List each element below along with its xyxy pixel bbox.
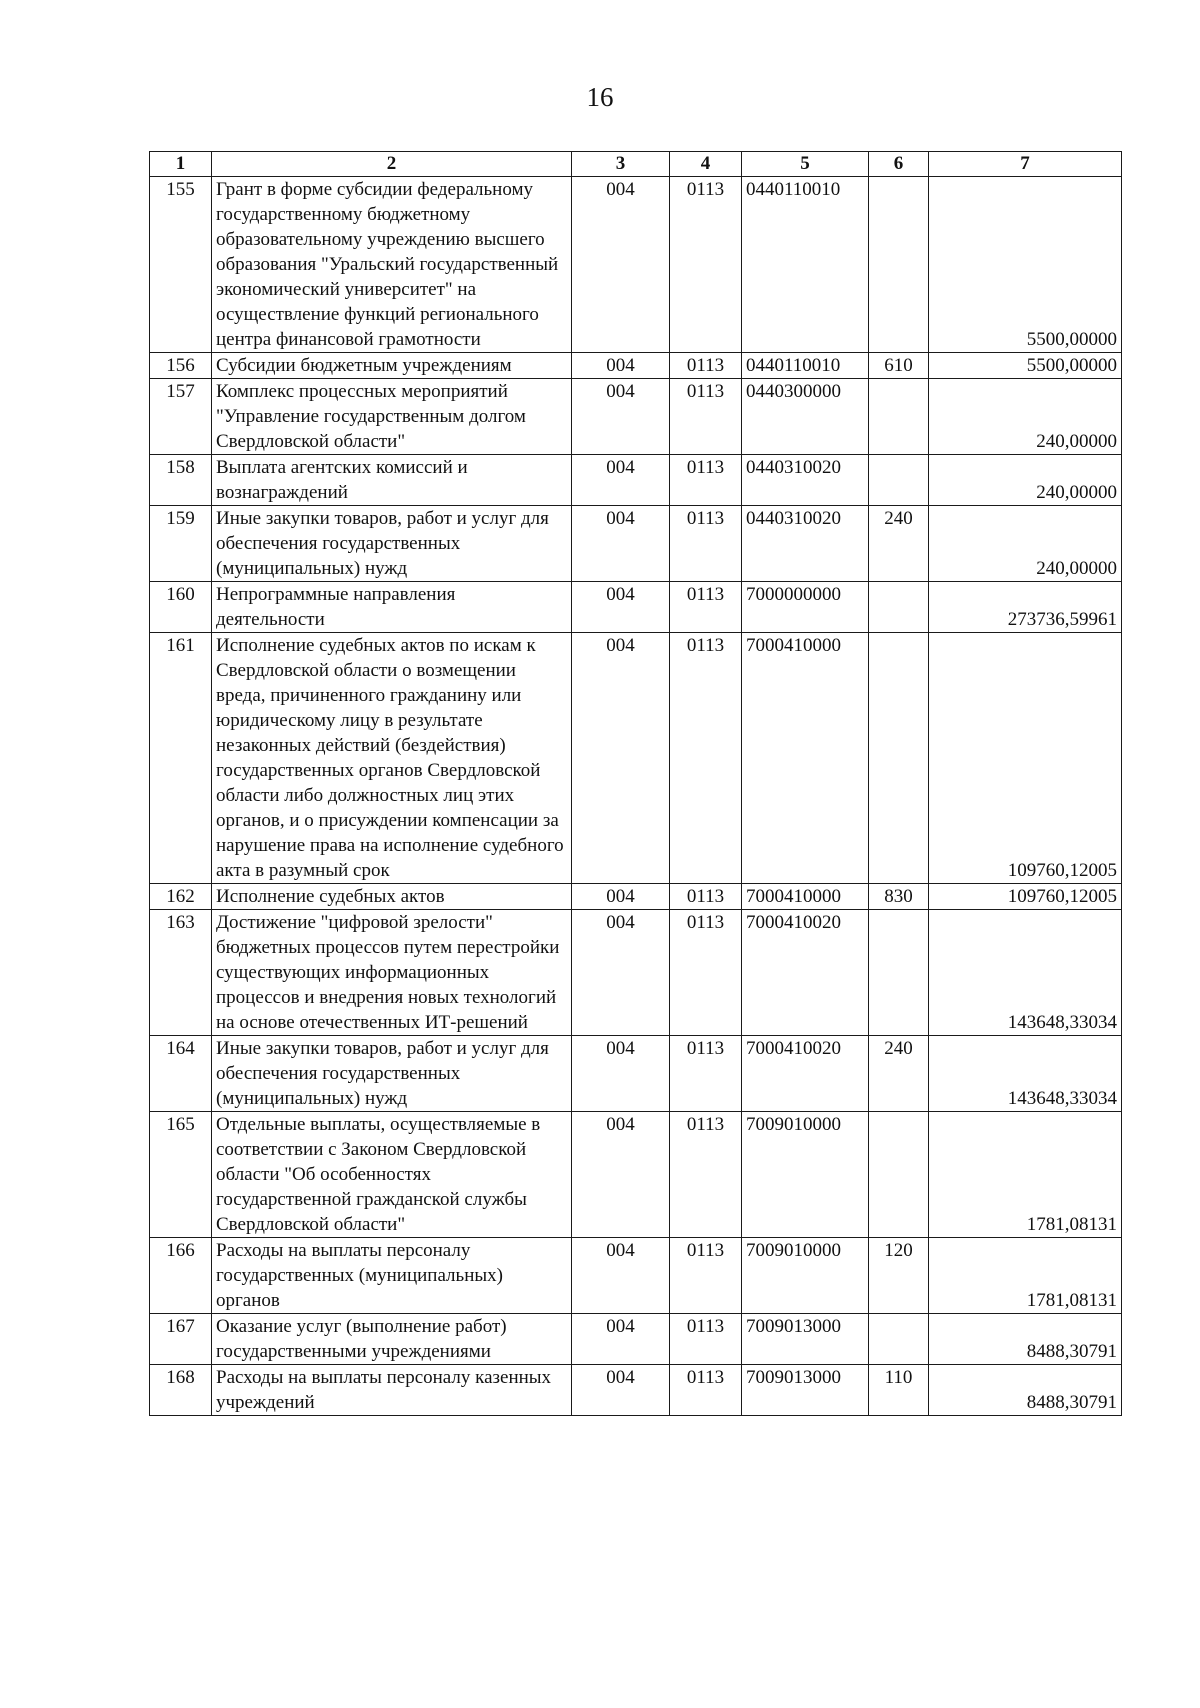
- header-col-2: 2: [212, 152, 572, 177]
- row-code-3: 004: [572, 1365, 670, 1416]
- table-row: [150, 1238, 1122, 1314]
- row-code-3: 004: [572, 1314, 670, 1365]
- row-name: Непрограммные направления деятельности: [212, 582, 572, 633]
- row-code-6: [869, 633, 929, 884]
- row-code-3: 004: [572, 1238, 670, 1314]
- table-row: [150, 633, 1122, 884]
- header-col-3: 3: [572, 152, 670, 177]
- table-row: [150, 884, 1122, 910]
- row-code-4: 0113: [670, 1036, 742, 1112]
- row-amount: 143648,33034: [929, 910, 1122, 1036]
- row-code-5: 7009013000: [742, 1314, 869, 1365]
- row-amount: 273736,59961: [929, 582, 1122, 633]
- row-amount: 8488,30791: [929, 1365, 1122, 1416]
- row-code-4: 0113: [670, 910, 742, 1036]
- row-code-3: 004: [572, 1036, 670, 1112]
- row-code-6: [869, 379, 929, 455]
- row-code-4: 0113: [670, 1238, 742, 1314]
- row-amount: 143648,33034: [929, 1036, 1122, 1112]
- row-code-5: 7009010000: [742, 1112, 869, 1238]
- table-row: [150, 177, 1122, 353]
- row-code-4: 0113: [670, 1365, 742, 1416]
- row-code-5: 7000410020: [742, 910, 869, 1036]
- row-code-3: 004: [572, 455, 670, 506]
- row-amount: 240,00000: [929, 379, 1122, 455]
- row-name: Расходы на выплаты персоналу казенных учреждений: [212, 1365, 572, 1416]
- row-code-6: 110: [869, 1365, 929, 1416]
- row-code-5: 7000410000: [742, 884, 869, 910]
- row-number: 155: [150, 177, 212, 353]
- row-code-4: 0113: [670, 633, 742, 884]
- row-number: 160: [150, 582, 212, 633]
- row-amount: 8488,30791: [929, 1314, 1122, 1365]
- row-code-5: 7000410000: [742, 633, 869, 884]
- row-code-6: 120: [869, 1238, 929, 1314]
- row-name: Субсидии бюджетным учреждениям: [212, 353, 572, 379]
- row-code-6: 610: [869, 353, 929, 379]
- row-number: 168: [150, 1365, 212, 1416]
- row-code-5: 7009013000: [742, 1365, 869, 1416]
- row-number: 157: [150, 379, 212, 455]
- header-col-7: 7: [929, 152, 1122, 177]
- table-row: [150, 1314, 1122, 1365]
- row-code-5: 7000000000: [742, 582, 869, 633]
- row-code-4: 0113: [670, 884, 742, 910]
- table-header-row: [150, 152, 1122, 177]
- row-amount: 109760,12005: [929, 884, 1122, 910]
- row-code-5: 0440110010: [742, 177, 869, 353]
- row-amount: 240,00000: [929, 455, 1122, 506]
- table-row: [150, 353, 1122, 379]
- row-name: Исполнение судебных актов: [212, 884, 572, 910]
- row-code-4: 0113: [670, 582, 742, 633]
- row-number: 156: [150, 353, 212, 379]
- row-name: Оказание услуг (выполнение работ) государственными учреждениями: [212, 1314, 572, 1365]
- row-name: Расходы на выплаты персоналу государственных (муниципальных) органов: [212, 1238, 572, 1314]
- row-code-6: [869, 1112, 929, 1238]
- row-number: 167: [150, 1314, 212, 1365]
- row-number: 165: [150, 1112, 212, 1238]
- row-code-5: 7000410020: [742, 1036, 869, 1112]
- row-code-3: 004: [572, 379, 670, 455]
- row-code-3: 004: [572, 884, 670, 910]
- row-code-6: [869, 582, 929, 633]
- row-code-3: 004: [572, 1112, 670, 1238]
- header-col-5: 5: [742, 152, 869, 177]
- page-number: 16: [586, 82, 614, 112]
- row-number: 166: [150, 1238, 212, 1314]
- table-row: [150, 1112, 1122, 1238]
- row-name: Выплата агентских комиссий и вознаграждений: [212, 455, 572, 506]
- row-code-3: 004: [572, 506, 670, 582]
- table-row: [150, 582, 1122, 633]
- row-amount: 5500,00000: [929, 177, 1122, 353]
- row-code-5: 0440310020: [742, 506, 869, 582]
- header-col-6: 6: [869, 152, 929, 177]
- table-body: [150, 177, 1122, 1416]
- table-row: [150, 1036, 1122, 1112]
- table-row: [150, 506, 1122, 582]
- row-name: Исполнение судебных актов по искам к Свердловской области о возмещении вреда, причиненного гражданину или юридическому лицу в результате незаконных действий (бездействия) государственных органов Свердловской области либо должностных лиц этих органов, и о присуждении компенсации за нарушение права на исполнение судебного акта в разумный срок: [212, 633, 572, 884]
- row-number: 162: [150, 884, 212, 910]
- row-code-5: 0440300000: [742, 379, 869, 455]
- row-number: 164: [150, 1036, 212, 1112]
- row-code-6: [869, 455, 929, 506]
- row-number: 161: [150, 633, 212, 884]
- row-name: Грант в форме субсидии федеральному государственному бюджетному образовательному учреждению высшего образования "Уральский государственный экономический университет" на осуществление функций регионального центра финансовой грамотности: [212, 177, 572, 353]
- row-amount: 5500,00000: [929, 353, 1122, 379]
- header-col-1: 1: [150, 152, 212, 177]
- row-number: 159: [150, 506, 212, 582]
- row-code-6: [869, 177, 929, 353]
- row-code-5: 0440110010: [742, 353, 869, 379]
- table-row: [150, 379, 1122, 455]
- row-code-6: [869, 910, 929, 1036]
- row-code-4: 0113: [670, 1314, 742, 1365]
- row-code-4: 0113: [670, 455, 742, 506]
- row-number: 158: [150, 455, 212, 506]
- row-name: Отдельные выплаты, осуществляемые в соответствии с Законом Свердловской области "Об особенностях государственной гражданской службы Свердловской области": [212, 1112, 572, 1238]
- row-code-5: 7009010000: [742, 1238, 869, 1314]
- row-code-6: 830: [869, 884, 929, 910]
- row-name: Комплекс процессных мероприятий "Управление государственным долгом Свердловской области": [212, 379, 572, 455]
- row-code-4: 0113: [670, 353, 742, 379]
- budget-table: [149, 151, 1122, 1416]
- row-code-6: 240: [869, 1036, 929, 1112]
- row-name: Иные закупки товаров, работ и услуг для обеспечения государственных (муниципальных) нужд: [212, 506, 572, 582]
- row-code-4: 0113: [670, 506, 742, 582]
- row-code-3: 004: [572, 582, 670, 633]
- table-row: [150, 1365, 1122, 1416]
- row-code-4: 0113: [670, 1112, 742, 1238]
- row-amount: 1781,08131: [929, 1238, 1122, 1314]
- header-col-4: 4: [670, 152, 742, 177]
- row-number: 163: [150, 910, 212, 1036]
- row-name: Иные закупки товаров, работ и услуг для обеспечения государственных (муниципальных) нужд: [212, 1036, 572, 1112]
- row-code-6: 240: [869, 506, 929, 582]
- row-code-6: [869, 1314, 929, 1365]
- row-code-4: 0113: [670, 379, 742, 455]
- row-name: Достижение "цифровой зрелости" бюджетных процессов путем перестройки существующих информационных процессов и внедрения новых технологий на основе отечественных ИТ-решений: [212, 910, 572, 1036]
- row-amount: 1781,08131: [929, 1112, 1122, 1238]
- row-amount: 240,00000: [929, 506, 1122, 582]
- row-code-3: 004: [572, 177, 670, 353]
- row-code-5: 0440310020: [742, 455, 869, 506]
- row-code-3: 004: [572, 910, 670, 1036]
- row-code-3: 004: [572, 633, 670, 884]
- row-code-3: 004: [572, 353, 670, 379]
- table-row: [150, 910, 1122, 1036]
- table-row: [150, 455, 1122, 506]
- row-amount: 109760,12005: [929, 633, 1122, 884]
- row-code-4: 0113: [670, 177, 742, 353]
